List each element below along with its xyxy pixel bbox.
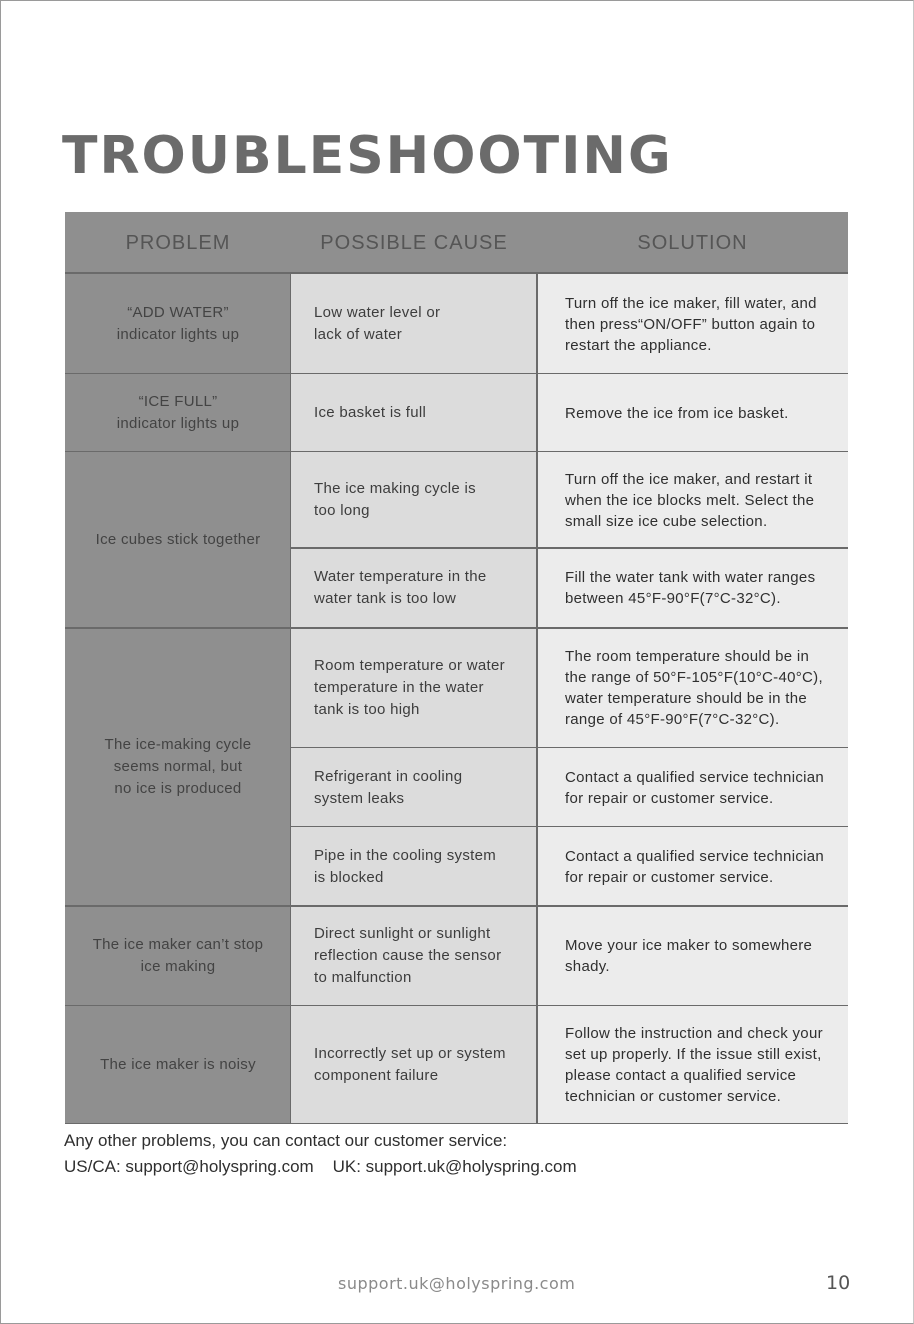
- solution-cell: Remove the ice from ice basket.: [537, 374, 848, 452]
- problem-cell: The ice maker can’t stop ice making: [65, 906, 291, 1006]
- problem-cell: “ICE FULL” indicator lights up: [65, 374, 291, 452]
- contact-emails: US/CA: support@holyspring.com UK: support.uk@holyspring.com: [64, 1157, 577, 1176]
- row-divider: [291, 826, 848, 827]
- page-number: 10: [826, 1272, 851, 1294]
- column-divider: [290, 274, 291, 1124]
- solution-cell: Fill the water tank with water ranges between 45°F-90°F(7°C-32°C).: [537, 548, 848, 628]
- cause-cell: Water temperature in the water tank is too low: [291, 548, 537, 628]
- cause-cell: Refrigerant in cooling system leaks: [291, 748, 537, 827]
- solution-cell: The room temperature should be in the range of 50°F-105°F(10°C-40°C), water temperature should be in the range of 45°F-90°F(7°C-32°C).: [537, 628, 848, 748]
- problem-cell: The ice maker is noisy: [65, 1006, 291, 1124]
- row-divider: [65, 451, 848, 452]
- page-title: TROUBLESHOOTING: [62, 126, 673, 186]
- header-problem: PROBLEM: [65, 212, 291, 274]
- row-divider: [65, 1005, 848, 1006]
- solution-cell: Contact a qualified service technician for repair or customer service.: [537, 827, 848, 906]
- solution-cell: Contact a qualified service technician for repair or customer service.: [537, 748, 848, 827]
- cause-cell: Direct sunlight or sunlight reflection cause the sensor to malfunction: [291, 906, 537, 1006]
- footer-email: support.uk@holyspring.com: [338, 1274, 576, 1293]
- header-divider: [65, 272, 848, 274]
- solution-cell: Move your ice maker to somewhere shady.: [537, 906, 848, 1006]
- solution-cell: Follow the instruction and check your set up properly. If the issue still exist, please contact a qualified service technician or customer service.: [537, 1006, 848, 1124]
- header-cause: POSSIBLE CAUSE: [291, 212, 537, 274]
- cause-cell: Ice basket is full: [291, 374, 537, 452]
- troubleshooting-table: [65, 212, 848, 1124]
- row-divider: [291, 547, 848, 549]
- contact-intro: Any other problems, you can contact our customer service:: [64, 1131, 508, 1150]
- row-divider: [291, 747, 848, 748]
- cause-cell: Pipe in the cooling system is blocked: [291, 827, 537, 906]
- row-divider: [65, 627, 848, 629]
- row-divider: [65, 373, 848, 374]
- row-divider: [65, 905, 848, 907]
- solution-cell: Turn off the ice maker, and restart it when the ice blocks melt. Select the small size ice cube selection.: [537, 452, 848, 548]
- column-divider: [536, 274, 538, 1124]
- cause-cell: Low water level or lack of water: [291, 274, 537, 374]
- cause-cell: Room temperature or water temperature in the water tank is too high: [291, 628, 537, 748]
- solution-cell: Turn off the ice maker, fill water, and then press“ON/OFF” button again to restart the appliance.: [537, 274, 848, 374]
- problem-cell: The ice-making cycle seems normal, but no ice is produced: [65, 628, 291, 906]
- table-bottom-border: [65, 1123, 848, 1124]
- header-solution: SOLUTION: [537, 212, 848, 274]
- cause-cell: The ice making cycle is too long: [291, 452, 537, 548]
- problem-cell: Ice cubes stick together: [65, 452, 291, 628]
- cause-cell: Incorrectly set up or system component failure: [291, 1006, 537, 1124]
- problem-cell: “ADD WATER” indicator lights up: [65, 274, 291, 374]
